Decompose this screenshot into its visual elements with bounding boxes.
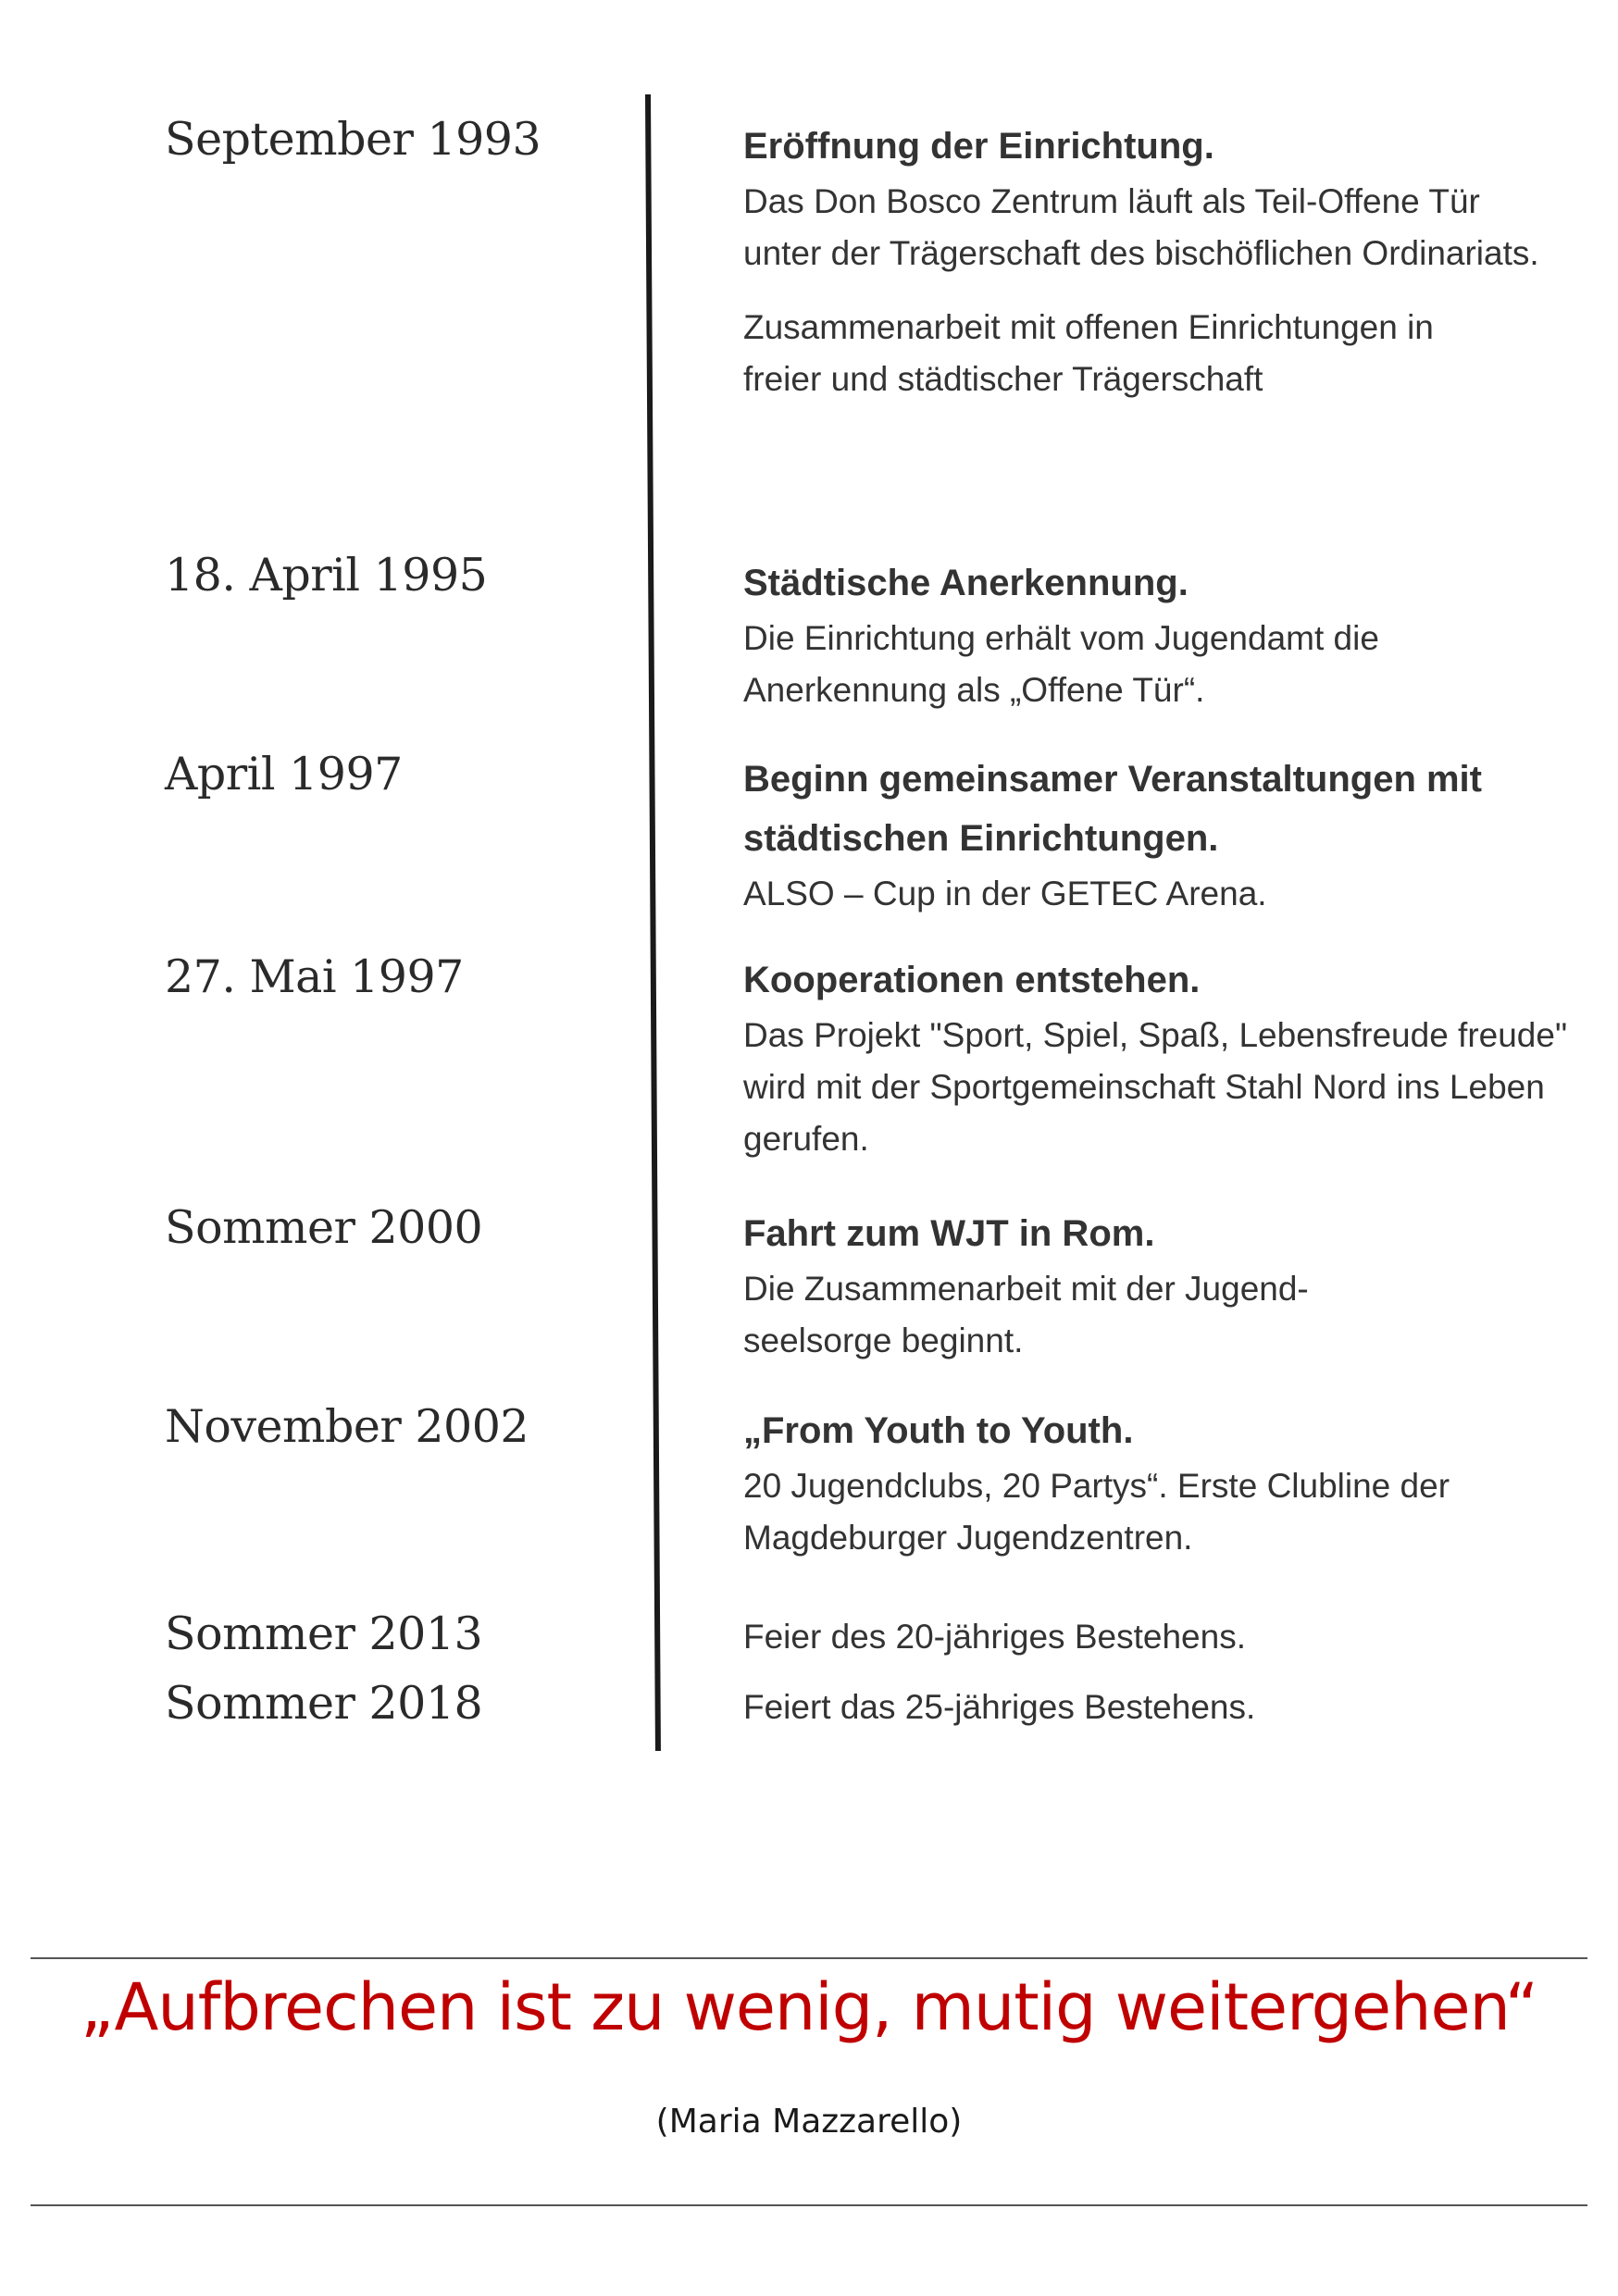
- entry-text: Zusammenarbeit mit offenen Einrichtungen in freier und städtischer Trägerschaft: [743, 308, 1434, 398]
- timeline-entry: [743, 553, 1576, 716]
- entry-title: Beginn gemeinsamer Veranstaltungen mit städtischen Einrichtungen.: [743, 759, 1482, 859]
- timeline-date: April 1997: [165, 748, 403, 800]
- timeline-entry: [743, 1204, 1576, 1367]
- entry-text: ALSO – Cup in der GETEC Arena.: [743, 875, 1267, 912]
- entry-title: Kooperationen entstehen.: [743, 960, 1201, 1000]
- entry-title: „From Youth to Youth.: [743, 1410, 1134, 1451]
- bottom-divider: [31, 2204, 1587, 2206]
- quote-author: (Maria Mazzarello): [655, 2103, 963, 2141]
- timeline-entry: [743, 1611, 1576, 1663]
- quote-text: „Aufbrechen ist zu wenig, mutig weitergehen“: [80, 1969, 1538, 2045]
- timeline-date: Sommer 2000: [165, 1201, 483, 1254]
- timeline-entry: [743, 950, 1576, 1165]
- entry-text: 20 Jugendclubs, 20 Partys“. Erste Clubline der Magdeburger Jugendzentren.: [743, 1467, 1450, 1557]
- timeline-date: 18. April 1995: [165, 549, 488, 602]
- timeline-entry: [743, 117, 1576, 405]
- entry-title: Städtische Anerkennung.: [743, 563, 1189, 603]
- entry-text: Feier des 20-jähriges Bestehens.: [743, 1618, 1246, 1656]
- timeline-entry: [743, 1401, 1576, 1564]
- entry-title: Fahrt zum WJT in Rom.: [743, 1213, 1155, 1254]
- timeline-date: Sommer 2018: [165, 1677, 483, 1730]
- timeline-entry: [743, 750, 1576, 920]
- timeline-date: 27. Mai 1997: [165, 950, 464, 1003]
- timeline-date: Sommer 2013: [165, 1607, 483, 1660]
- timeline-date: September 1993: [165, 113, 541, 166]
- top-divider: [31, 1957, 1587, 1959]
- entry-title: Eröffnung der Einrichtung.: [743, 126, 1214, 167]
- timeline-line: [645, 94, 661, 1751]
- entry-text: Das Don Bosco Zentrum läuft als Teil-Offene Tür unter der Trägerschaft des bischöflichen Ordinariats.: [743, 182, 1539, 272]
- entry-text: Feiert das 25-jähriges Bestehens.: [743, 1688, 1256, 1726]
- entry-text: Die Einrichtung erhält vom Jugendamt die Anerkennung als „Offene Tür“.: [743, 619, 1379, 709]
- timeline-date: November 2002: [165, 1400, 529, 1453]
- entry-text: Die Zusammenarbeit mit der Jugend-seelsorge beginnt.: [743, 1270, 1309, 1359]
- entry-text: Das Projekt "Sport, Spiel, Spaß, Lebensfreude freude" wird mit der Sportgemeinschaft Stahl Nord ins Leben gerufen.: [743, 1016, 1568, 1158]
- timeline-entry: [743, 1682, 1576, 1733]
